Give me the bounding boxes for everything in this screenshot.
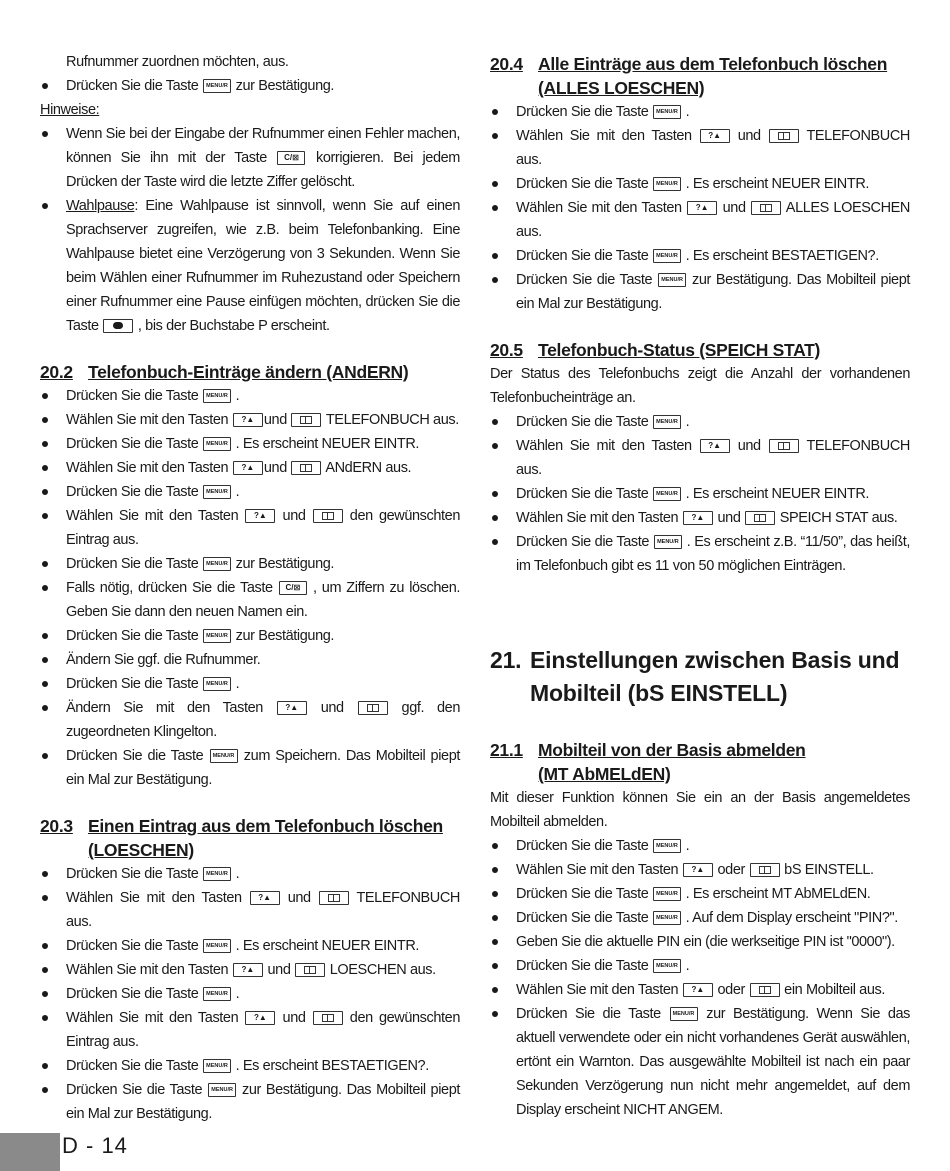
section-20-5-heading [490,338,910,362]
list-item: Drücken Sie die Taste MENU/R . Es erscheint z.B. “11/50”, das heißt, im Telefonbuch gibt es 11 von 50 möglichen Einträgen. [490,530,910,578]
list-item: Geben Sie die aktuelle PIN ein (die werkseitige PIN ist "0000"). [490,930,910,954]
list-item: Drücken Sie die Taste MENU/R zur Bestätigung. [40,624,460,648]
phonebook-key-icon [750,863,780,877]
list-item: Drücken Sie die Taste MENU/R zum Speichern. Das Mobilteil piept ein Mal zur Bestätigung. [40,744,460,792]
section-title: Einen Eintrag aus dem Telefonbuch löschen (LOESCHEN) [88,816,443,860]
phonebook-key-icon [313,509,343,523]
phonebook-key-icon [313,1011,343,1025]
list-item: Drücken Sie die Taste MENU/R . Es erscheint NEUER EINTR. [40,934,460,958]
list-item: Wählen Sie mit den Tasten ?▲ und ALLES LOESCHEN aus. [490,196,910,244]
phonebook-key-icon [769,439,799,453]
menu-key-icon: MENU/R [203,629,231,643]
section-21-1-list [490,834,910,1122]
list-item: Drücken Sie die Taste MENU/R . Es erscheint BESTAETIGEN?. [490,244,910,268]
list-item: Wählen Sie mit den Tasten ?▲ und TELEFONBUCH aus. [490,124,910,172]
clear-key-icon: C/⊠ [279,581,307,595]
section-21-1-intro: Mit dieser Funktion können Sie ein an der Basis angemeldetes Mobilteil abmelden. [490,790,910,830]
section-number: 20.2 [40,362,73,382]
list-item: Wählen Sie mit den Tasten ?▲ und SPEICH STAT aus. [490,506,910,530]
section-number: 21.1 [490,740,523,760]
list-item: Drücken Sie die Taste MENU/R zur Bestätigung. Wenn Sie das aktuell verwendete oder ein nicht vorhandenes Gerät auswählen, ertönt ein Warnton. Das ausgewählte Mobilteil ist nach ein paar Sekunden Verzögerung nun nicht mehr angemeldet, auf dem Display erscheint NICHT ANGEM. [490,1002,910,1122]
menu-key-icon: MENU/R [653,911,681,925]
section-20-2-heading [40,360,460,384]
list-item: Wenn Sie bei der Eingabe der Rufnummer einen Fehler machen, können Sie ihn mit der Taste C/⊠ korrigieren. Bei jedem Drücken der Taste wird die letzte Ziffer gelöscht. [40,122,460,194]
list-item: Drücken Sie die Taste MENU/R zur Bestätigung. Das Mobilteil piept ein Mal zur Bestätigung. [490,268,910,316]
chapter-title: Einstellungen zwischen Basis und Mobilteil (bS EINSTELL) [530,647,900,706]
list-item: Drücken Sie die Taste MENU/R . [40,982,460,1006]
section-title: Telefonbuch-Einträge ändern (ANdERN) [88,362,409,382]
section-title: Telefonbuch-Status (SPEICH STAT) [538,340,821,360]
section-20-5-intro: Der Status des Telefonbuchs zeigt die Anzahl der vorhandenen Telefonbucheinträge an. [490,366,910,406]
menu-key-icon: MENU/R [203,987,231,1001]
list-item: Ändern Sie ggf. die Rufnummer. [40,648,460,672]
section-20-3-heading [40,814,460,862]
menu-key-icon: MENU/R [203,939,231,953]
menu-key-icon: MENU/R [203,437,231,451]
list-item: Drücken Sie die Taste MENU/R . Auf dem Display erscheint "PIN?". [490,906,910,930]
list-item: Ändern Sie mit den Tasten ?▲ und ggf. den zugeordneten Klingelton. [40,696,460,744]
section-title: Alle Einträge aus dem Telefonbuch löschen (ALLES LOESCHEN) [538,54,888,98]
list-item: Drücken Sie die Taste MENU/R . [490,834,910,858]
menu-key-icon: MENU/R [210,749,238,763]
list-item: Wählen Sie mit den Tasten ?▲ und TELEFONBUCH aus. [40,886,460,934]
right-column [490,50,910,1122]
menu-key-icon: MENU/R [653,249,681,263]
phonebook-key-icon [291,461,321,475]
list-item: Drücken Sie die Taste MENU/R . [490,410,910,434]
page-number: D - 14 [62,1133,128,1158]
underlined-term: Wahlpause [66,198,135,214]
list-item: Wählen Sie mit den Tasten ?▲ und den gewünschten Eintrag aus. [40,504,460,552]
menu-key-icon: MENU/R [203,485,231,499]
list-item: Wählen Sie mit den Tasten ?▲ und TELEFONBUCH aus. [40,408,460,432]
menu-key-icon: MENU/R [653,959,681,973]
up-key-icon: ?▲ [250,891,280,905]
list-item: Wahlpause: Eine Wahlpause ist sinnvoll, wenn Sie auf einen Sprachserver zugreifen, wie z.B. beim Telefonbanking. Eine Wahlpause bietet eine Verzögerung von 3 Sekunden. Wenn Sie beim Wählen einer Rufnummer im Ruhezustand oder Speichern einer Rufnummer eine Pause einfügen möchten, drücken Sie die Taste , bis der Buchstabe P erscheint. [40,194,460,338]
confirm-item [40,74,460,98]
list-item: Wählen Sie mit den Tasten ?▲ und LOESCHEN aus. [40,958,460,982]
continued-text: Rufnummer zuordnen möchten, aus. [66,54,289,70]
menu-key-icon: MENU/R [203,1059,231,1073]
list-item: Wählen Sie mit den Tasten ?▲ und TELEFONBUCH aus. [490,434,910,482]
up-key-icon: ?▲ [683,863,713,877]
section-20-4-heading [490,52,910,100]
menu-key-icon: MENU/R [653,839,681,853]
phonebook-key-icon [295,963,325,977]
list-item: Drücken Sie die Taste MENU/R . [40,862,460,886]
menu-key-icon: MENU/R [654,535,682,549]
section-20-5-list [490,410,910,578]
clear-key-icon: C/⊠ [277,151,305,165]
list-item: Wählen Sie mit den Tasten ?▲ oder bS EINSTELL. [490,858,910,882]
menu-key-icon: MENU/R [653,415,681,429]
list-item: Drücken Sie die Taste MENU/R . [490,954,910,978]
list-item: Drücken Sie die Taste MENU/R . [490,100,910,124]
notes-list [40,122,460,338]
list-item: Drücken Sie die Taste MENU/R . Es erscheint NEUER EINTR. [40,432,460,456]
up-key-icon: ?▲ [233,413,263,427]
pause-key-icon [103,319,133,333]
list-item: Drücken Sie die Taste MENU/R zur Bestätigung. [40,74,460,98]
menu-key-icon: MENU/R [203,389,231,403]
up-key-icon: ?▲ [683,511,713,525]
left-column [40,50,460,1126]
list-item: Drücken Sie die Taste MENU/R zur Bestätigung. Das Mobilteil piept ein Mal zur Bestätigung. [40,1078,460,1126]
menu-key-icon: MENU/R [653,487,681,501]
list-item: Drücken Sie die Taste MENU/R . [40,480,460,504]
section-21-1-heading [490,738,910,786]
chapter-number: 21. [490,647,522,673]
list-item: Drücken Sie die Taste MENU/R . [40,672,460,696]
footer-gray-bar [0,1133,60,1171]
phonebook-key-icon [358,701,388,715]
list-item: Wählen Sie mit den Tasten ?▲ und ANdERN aus. [40,456,460,480]
phonebook-key-icon [291,413,321,427]
section-20-4-list [490,100,910,316]
list-item: Drücken Sie die Taste MENU/R . Es erscheint NEUER EINTR. [490,172,910,196]
menu-key-icon: MENU/R [203,79,231,93]
list-item: Drücken Sie die Taste MENU/R . Es erscheint BESTAETIGEN?. [40,1054,460,1078]
menu-key-icon: MENU/R [203,677,231,691]
up-key-icon: ?▲ [683,983,713,997]
up-key-icon: ?▲ [245,509,275,523]
list-item: Drücken Sie die Taste MENU/R . [40,384,460,408]
section-number: 20.5 [490,340,523,360]
menu-key-icon: MENU/R [653,887,681,901]
hinweise-label: Hinweise: [40,102,100,118]
up-key-icon: ?▲ [687,201,717,215]
menu-key-icon: MENU/R [653,105,681,119]
list-item: Drücken Sie die Taste MENU/R . Es erscheint NEUER EINTR. [490,482,910,506]
menu-key-icon: MENU/R [203,557,231,571]
section-number: 20.3 [40,816,73,836]
menu-key-icon: MENU/R [658,273,686,287]
phonebook-key-icon [319,891,349,905]
up-key-icon: ?▲ [700,439,730,453]
phonebook-key-icon [769,129,799,143]
list-item: Drücken Sie die Taste MENU/R . Es erscheint MT AbMELdEN. [490,882,910,906]
menu-key-icon: MENU/R [208,1083,236,1097]
chapter-21-heading [490,644,910,710]
up-key-icon: ?▲ [245,1011,275,1025]
up-key-icon: ?▲ [233,963,263,977]
menu-key-icon: MENU/R [670,1007,698,1021]
list-item: Drücken Sie die Taste MENU/R zur Bestätigung. [40,552,460,576]
menu-key-icon: MENU/R [203,867,231,881]
up-key-icon: ?▲ [277,701,307,715]
section-20-2-list [40,384,460,792]
section-20-3-list [40,862,460,1126]
menu-key-icon: MENU/R [653,177,681,191]
list-item: Wählen Sie mit den Tasten ?▲ oder ein Mobilteil aus. [490,978,910,1002]
up-key-icon: ?▲ [700,129,730,143]
phonebook-key-icon [745,511,775,525]
list-item: Wählen Sie mit den Tasten ?▲ und den gewünschten Eintrag aus. [40,1006,460,1054]
section-number: 20.4 [490,54,523,74]
section-title: Mobilteil von der Basis abmelden (MT AbMELdEN) [538,740,806,784]
list-item: Falls nötig, drücken Sie die Taste C/⊠ , um Ziffern zu löschen. Geben Sie dann den neuen Namen ein. [40,576,460,624]
phonebook-key-icon [751,201,781,215]
phonebook-key-icon [750,983,780,997]
up-key-icon: ?▲ [233,461,263,475]
